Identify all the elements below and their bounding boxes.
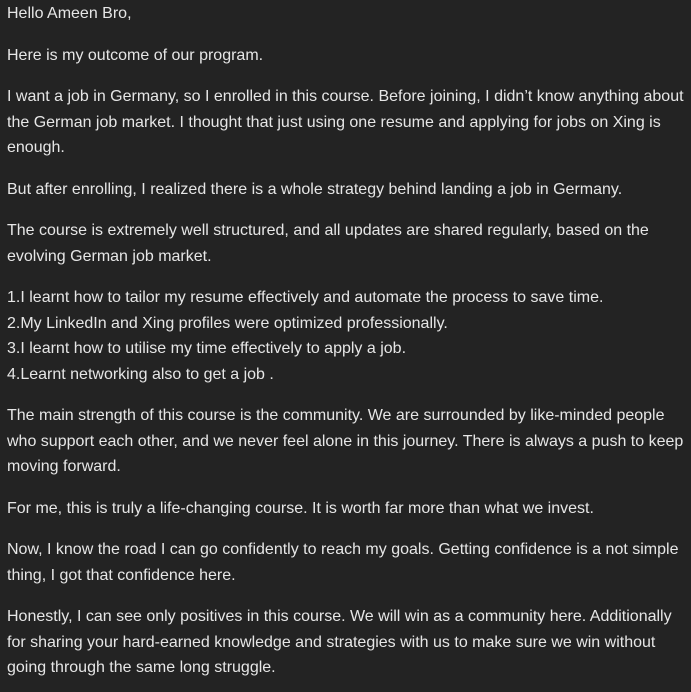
paragraph-course-structure: The course is extremely well structured, and all updates are shared regularly, based on the evolving German job market. <box>7 222 649 265</box>
message-body <box>7 1 685 692</box>
paragraph-life-changing: For me, this is truly a life-changing course. It is worth far more than what we invest. <box>7 499 594 517</box>
paragraph-confidence: Now, I know the road I can go confidently to reach my goals. Getting confidence is a not simple thing, I got that confidence here. <box>7 541 679 584</box>
list-item: 2.My LinkedIn and Xing profiles were optimized professionally. <box>7 314 448 332</box>
list-item: 4.Learnt networking also to get a job . <box>7 365 274 383</box>
greeting-text: Hello Ameen Bro, <box>7 5 132 22</box>
list-item: 3.I learnt how to utilise my time effectively to apply a job. <box>7 340 407 357</box>
list-item: 1.I learnt how to tailor my resume effectively and automate the process to save time. <box>7 289 604 306</box>
paragraph-job-goal: I want a job in Germany, so I enrolled in this course. Before joining, I didn’t know anything about the German job market. I thought that just using one resume and applying for jobs on Xing is enough. <box>7 88 684 156</box>
learning-list <box>7 285 685 387</box>
paragraph-community: The main strength of this course is the community. We are surrounded by like-minded people who support each other, and we never feel alone in this journey. There is always a push to keep moving forward. <box>7 407 684 475</box>
paragraph-strategy: But after enrolling, I realized there is a whole strategy behind landing a job in Germany. <box>7 180 623 198</box>
paragraph-closing: Honestly, I can see only positives in this course. We will win as a community here. Additionally for sharing your hard-earned knowledge and strategies with us to make sure we win without going through the same long struggle. <box>7 608 672 676</box>
paragraph-outcome: Here is my outcome of our program. <box>7 46 264 64</box>
